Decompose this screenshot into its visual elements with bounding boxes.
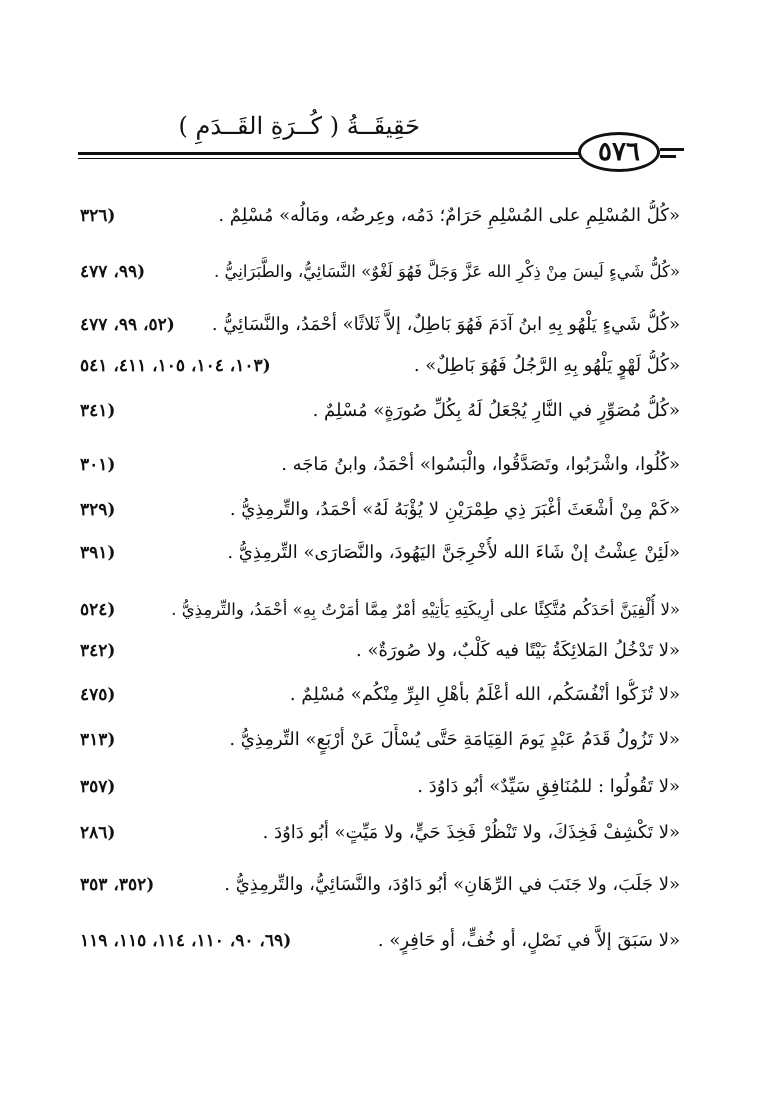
hadith-text: «لا تُزَكُّوا أنْفُسَكُم، الله أعْلَمُ بأهْلِ البِرِّ مِنْكُم» مُسْلِمٌ .: [289, 684, 680, 705]
index-entry: [80, 679, 680, 711]
hadith-text: «لا تَقُولُوا : للمُنَافِقِ سَيِّدٌ» أبُو دَاوُدَ .: [417, 776, 680, 797]
index-entry: [80, 537, 680, 569]
index-entry: [80, 925, 680, 957]
index-entry: [80, 817, 680, 849]
index-entry: [80, 449, 680, 481]
hadith-text: «لا جَلَبَ، ولا جَنَبَ في الرِّهَانِ» أبُو دَاوُدَ، والنَّسَائِيُّ، والتِّرمِذِيُّ .: [224, 874, 680, 895]
index-entry: [80, 869, 680, 901]
hadith-text: «لا تَدْخُلُ المَلائِكَةُ بَيْتًا فيه كَلْبٌ، ولا صُورَةٌ» .: [356, 640, 680, 661]
index-entry: [80, 724, 680, 756]
hadith-text: «لا تَزُولُ قَدَمُ عَبْدٍ يَومَ القِيَامَةِ حَتَّى يُسْأَلَ عَنْ أرْبَعٍ» التِّرمِذِيُّ .: [229, 729, 680, 750]
hadith-text: «لا تَكْشِفْ فَخِذَكَ، ولا تَنْظُرْ فَخِذَ حَيٍّ، ولا مَيِّتٍ» أبُو دَاوُدَ .: [262, 822, 680, 843]
hadith-text: «كُلُّ لَهْوٍ يَلْهُو بِهِ الرَّجُلُ فَهُوَ بَاطِلٌ» .: [413, 355, 680, 376]
page-references: (٩٩، ٤٧٧: [80, 262, 146, 282]
hadith-text: «كُلُّ شَيءٍ لَيسَ مِنْ ذِكْرِ الله عَزَّ وَجَلَّ فَهُوَ لَغْوٌ» النَّسَائِيُّ، والطَّبَرَانِيُّ .: [213, 262, 680, 281]
page-references: (٤٧٥: [80, 685, 116, 705]
page-references: (٣٤٢: [80, 641, 116, 661]
page-references: (٣١٣: [80, 730, 116, 750]
index-entry: [80, 771, 680, 803]
page-references: (٥٢، ٩٩، ٤٧٧: [80, 315, 175, 335]
page-references: (٣٢٩: [80, 500, 116, 520]
page-references: (٦٩، ٩٠، ١١٠، ١١٤، ١١٥، ١١٩: [80, 931, 292, 951]
hadith-text: «لا سَبَقَ إلاَّ في نَصْلٍ، أو خُفٍّ، أو حَافِرٍ» .: [377, 930, 680, 951]
hadith-text: «لا أُلْفِيَنَّ أحَدَكُم مُتَّكِئًا على أرِيكَتِهِ يَأتِيْهِ أمْرٌ مِمَّا أمَرْتُ بِهِ» أحْمَدُ، والتِّرمِذِيُّ .: [171, 600, 680, 619]
index-entry: [80, 256, 680, 288]
page-references: (٣٤١: [80, 401, 116, 421]
page-number: ٥٧٦: [578, 132, 660, 172]
hadith-text: «كَمْ مِنْ أشْعَثَ أغْبَرَ ذِي طِمْرَيْنِ لا يُؤْبَهُ لَهُ» أحْمَدُ، والتِّرمِذِيُّ .: [229, 499, 680, 520]
hadith-text: «كُلُّ شَيءٍ يَلْهُو بِهِ ابنُ آدَمَ فَهُوَ بَاطِلٌ، إلاَّ ثَلاثًا» أحْمَدُ، والنَّسَائِيُّ .: [211, 314, 680, 335]
index-entry: [80, 200, 680, 232]
index-entry: [80, 494, 680, 526]
hadith-text: «كُلُّ المُسْلِمِ على المُسْلِمِ حَرَامٌ؛ دَمُه، وعِرضُه، ومَالُه» مُسْلِمٌ .: [218, 205, 680, 226]
hadith-text: «لَئِنْ عِشْتُ إنْ شَاءَ الله لأُخْرِجَنَّ اليَهُودَ، والنَّصَارَى» التِّرمِذِيُّ .: [227, 542, 680, 563]
page-references: (٥٢٤: [80, 600, 116, 620]
page-references: (١٠٣، ١٠٤، ١٠٥، ٤١١، ٥٤١: [80, 356, 271, 376]
running-title: حَقِيقَــةُ ( كُــرَةِ القَــدَمِ ): [178, 112, 420, 140]
page-references: (٣٥٧: [80, 777, 116, 797]
index-entry: [80, 635, 680, 667]
page-references: (٣٩١: [80, 543, 116, 563]
index-entry: [80, 594, 680, 626]
hadith-text: «كُلُّ مُصَوِّرٍ في النَّارِ يُجْعَلُ لَهُ بِكُلِّ صُورَةٍ» مُسْلِمٌ .: [312, 400, 680, 421]
page-references: (٢٨٦: [80, 823, 116, 843]
index-entry: [80, 309, 680, 341]
page-references: (٣٢٦: [80, 206, 116, 226]
index-entry: [80, 350, 680, 382]
hadith-text: «كُلُوا، واشْرَبُوا، وتَصَدَّقُوا، والْبَسُوا» أحْمَدُ، وابنُ مَاجَه .: [281, 454, 680, 475]
page-references: (٣٠١: [80, 455, 116, 475]
index-entry: [80, 395, 680, 427]
page-references: (٣٥٢، ٣٥٣: [80, 875, 155, 895]
